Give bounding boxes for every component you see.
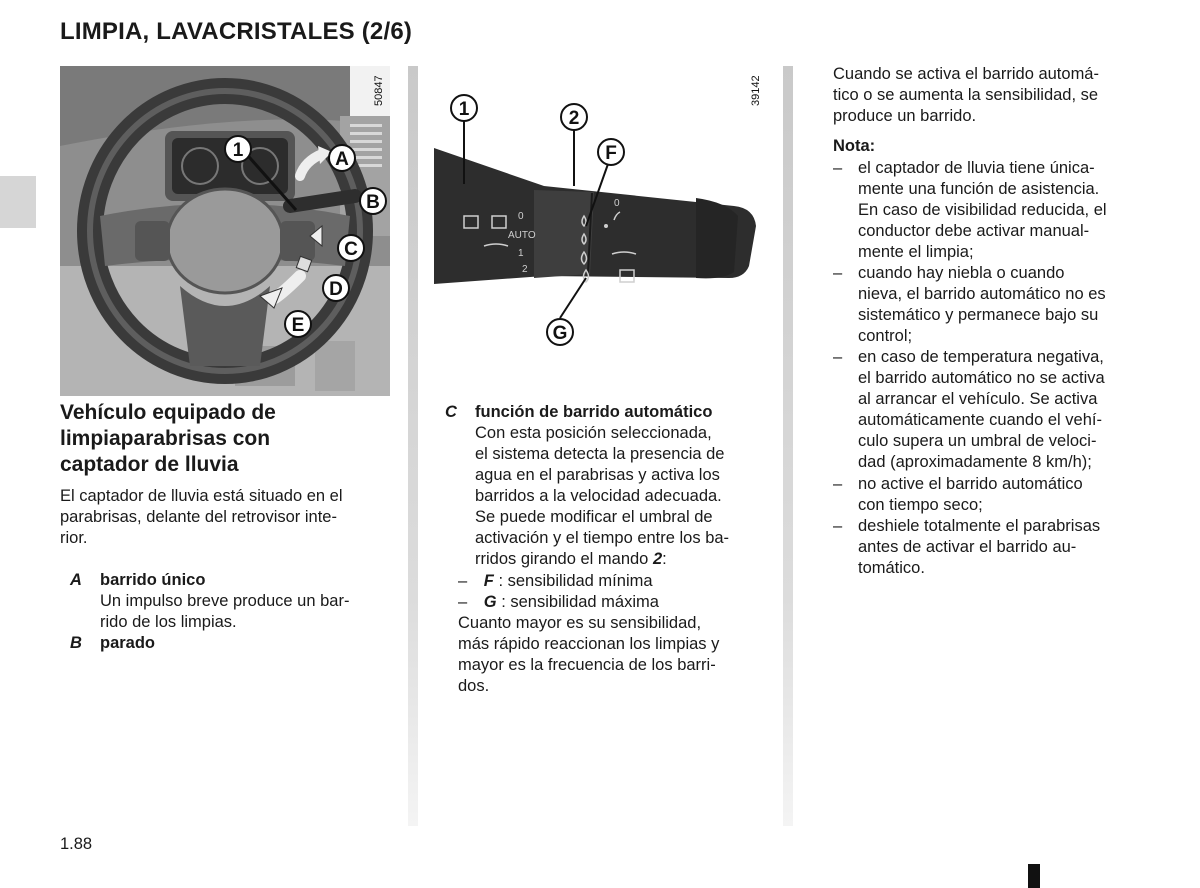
figure-callout: 1 bbox=[232, 140, 244, 161]
figure-ref: 50847 bbox=[373, 75, 385, 106]
stalk-1-marking: 1 bbox=[518, 248, 524, 259]
chapter-tab bbox=[0, 176, 36, 228]
column-separator bbox=[783, 66, 793, 826]
corner-mark bbox=[1028, 864, 1040, 888]
sensitivity-min-line: – F : sensibilidad mínima bbox=[458, 572, 653, 590]
definition-item-c: C función de barrido automático Con esta posición seleccionada, el sistema detecta la presencia de agua en el parabrisas y activa los barridos a la velocidad adecuada. Se puede modificar el umbral de activación y el tiempo entre los ba- rridos girando el mando 2: bbox=[445, 403, 730, 568]
note-item: – deshiele totalmente el parabrisas antes de activar el barrido au- tomático. bbox=[833, 517, 1101, 577]
note-item: – cuando hay niebla o cuando nieva, el barrido automático no es sistemático y permanece bajo su control; bbox=[833, 264, 1106, 345]
intro-paragraph: El captador de lluvia está situado en el parabrisas, delante del retrovisor inte- rior. bbox=[60, 487, 343, 547]
note-item: – el captador de lluvia tiene única- mente una función de asistencia. En caso de visibilidad reducida, el conductor debe activar manual- mente el limpia; bbox=[833, 159, 1107, 261]
note-item: – no active el barrido automático con tiempo seco; bbox=[833, 475, 1083, 514]
section-heading: Vehículo equipado de limpiaparabrisas con captador de lluvia bbox=[60, 401, 276, 476]
sensitivity-max-line: – G : sensibilidad máxima bbox=[458, 593, 659, 611]
figure-callout: A bbox=[335, 149, 349, 170]
wiper-stalk-figure bbox=[434, 66, 770, 396]
figure-ref: 39142 bbox=[750, 75, 762, 106]
steering-wheel-figure bbox=[60, 66, 390, 396]
page-title: LIMPIA, LAVACRISTALES (2/6) bbox=[60, 18, 413, 45]
figure-callout: B bbox=[366, 192, 380, 213]
figure-callout: 1 bbox=[458, 99, 470, 120]
stalk-auto-marking: AUTO bbox=[508, 230, 536, 241]
stalk-0-marking: 0 bbox=[614, 198, 620, 209]
figure-callout: C bbox=[344, 239, 358, 260]
figure-callout: 2 bbox=[568, 108, 580, 129]
stalk-0-marking: 0 bbox=[518, 211, 524, 222]
note-title: Nota: bbox=[833, 137, 876, 155]
figure-callout: G bbox=[552, 323, 568, 344]
note-item: – en caso de temperatura negativa, el barrido automático no se activa al arrancar el vehículo. Se activa automáticamente cuando el vehí- culo supera un umbral de veloci- dad (aproximadamente 8 km/h); bbox=[833, 348, 1105, 471]
figure-callout: D bbox=[329, 279, 343, 300]
figure-callout: E bbox=[291, 315, 305, 336]
page-number: 1.88 bbox=[60, 835, 93, 853]
right-intro-paragraph: Cuando se activa el barrido automá- tico o se aumenta la sensibilidad, se produce un barrido. bbox=[833, 65, 1099, 125]
figure-callout: F bbox=[605, 143, 617, 164]
column-separator bbox=[408, 66, 418, 826]
sensitivity-paragraph: Cuanto mayor es su sensibilidad, más rápido reaccionan los limpias y mayor es la frecuencia de los barri- dos. bbox=[458, 614, 720, 695]
stalk-2-marking: 2 bbox=[522, 264, 528, 275]
definition-item-b: B parado bbox=[70, 634, 156, 652]
definition-item-a: A barrido único Un impulso breve produce un bar- rido de los limpias. bbox=[70, 571, 350, 631]
